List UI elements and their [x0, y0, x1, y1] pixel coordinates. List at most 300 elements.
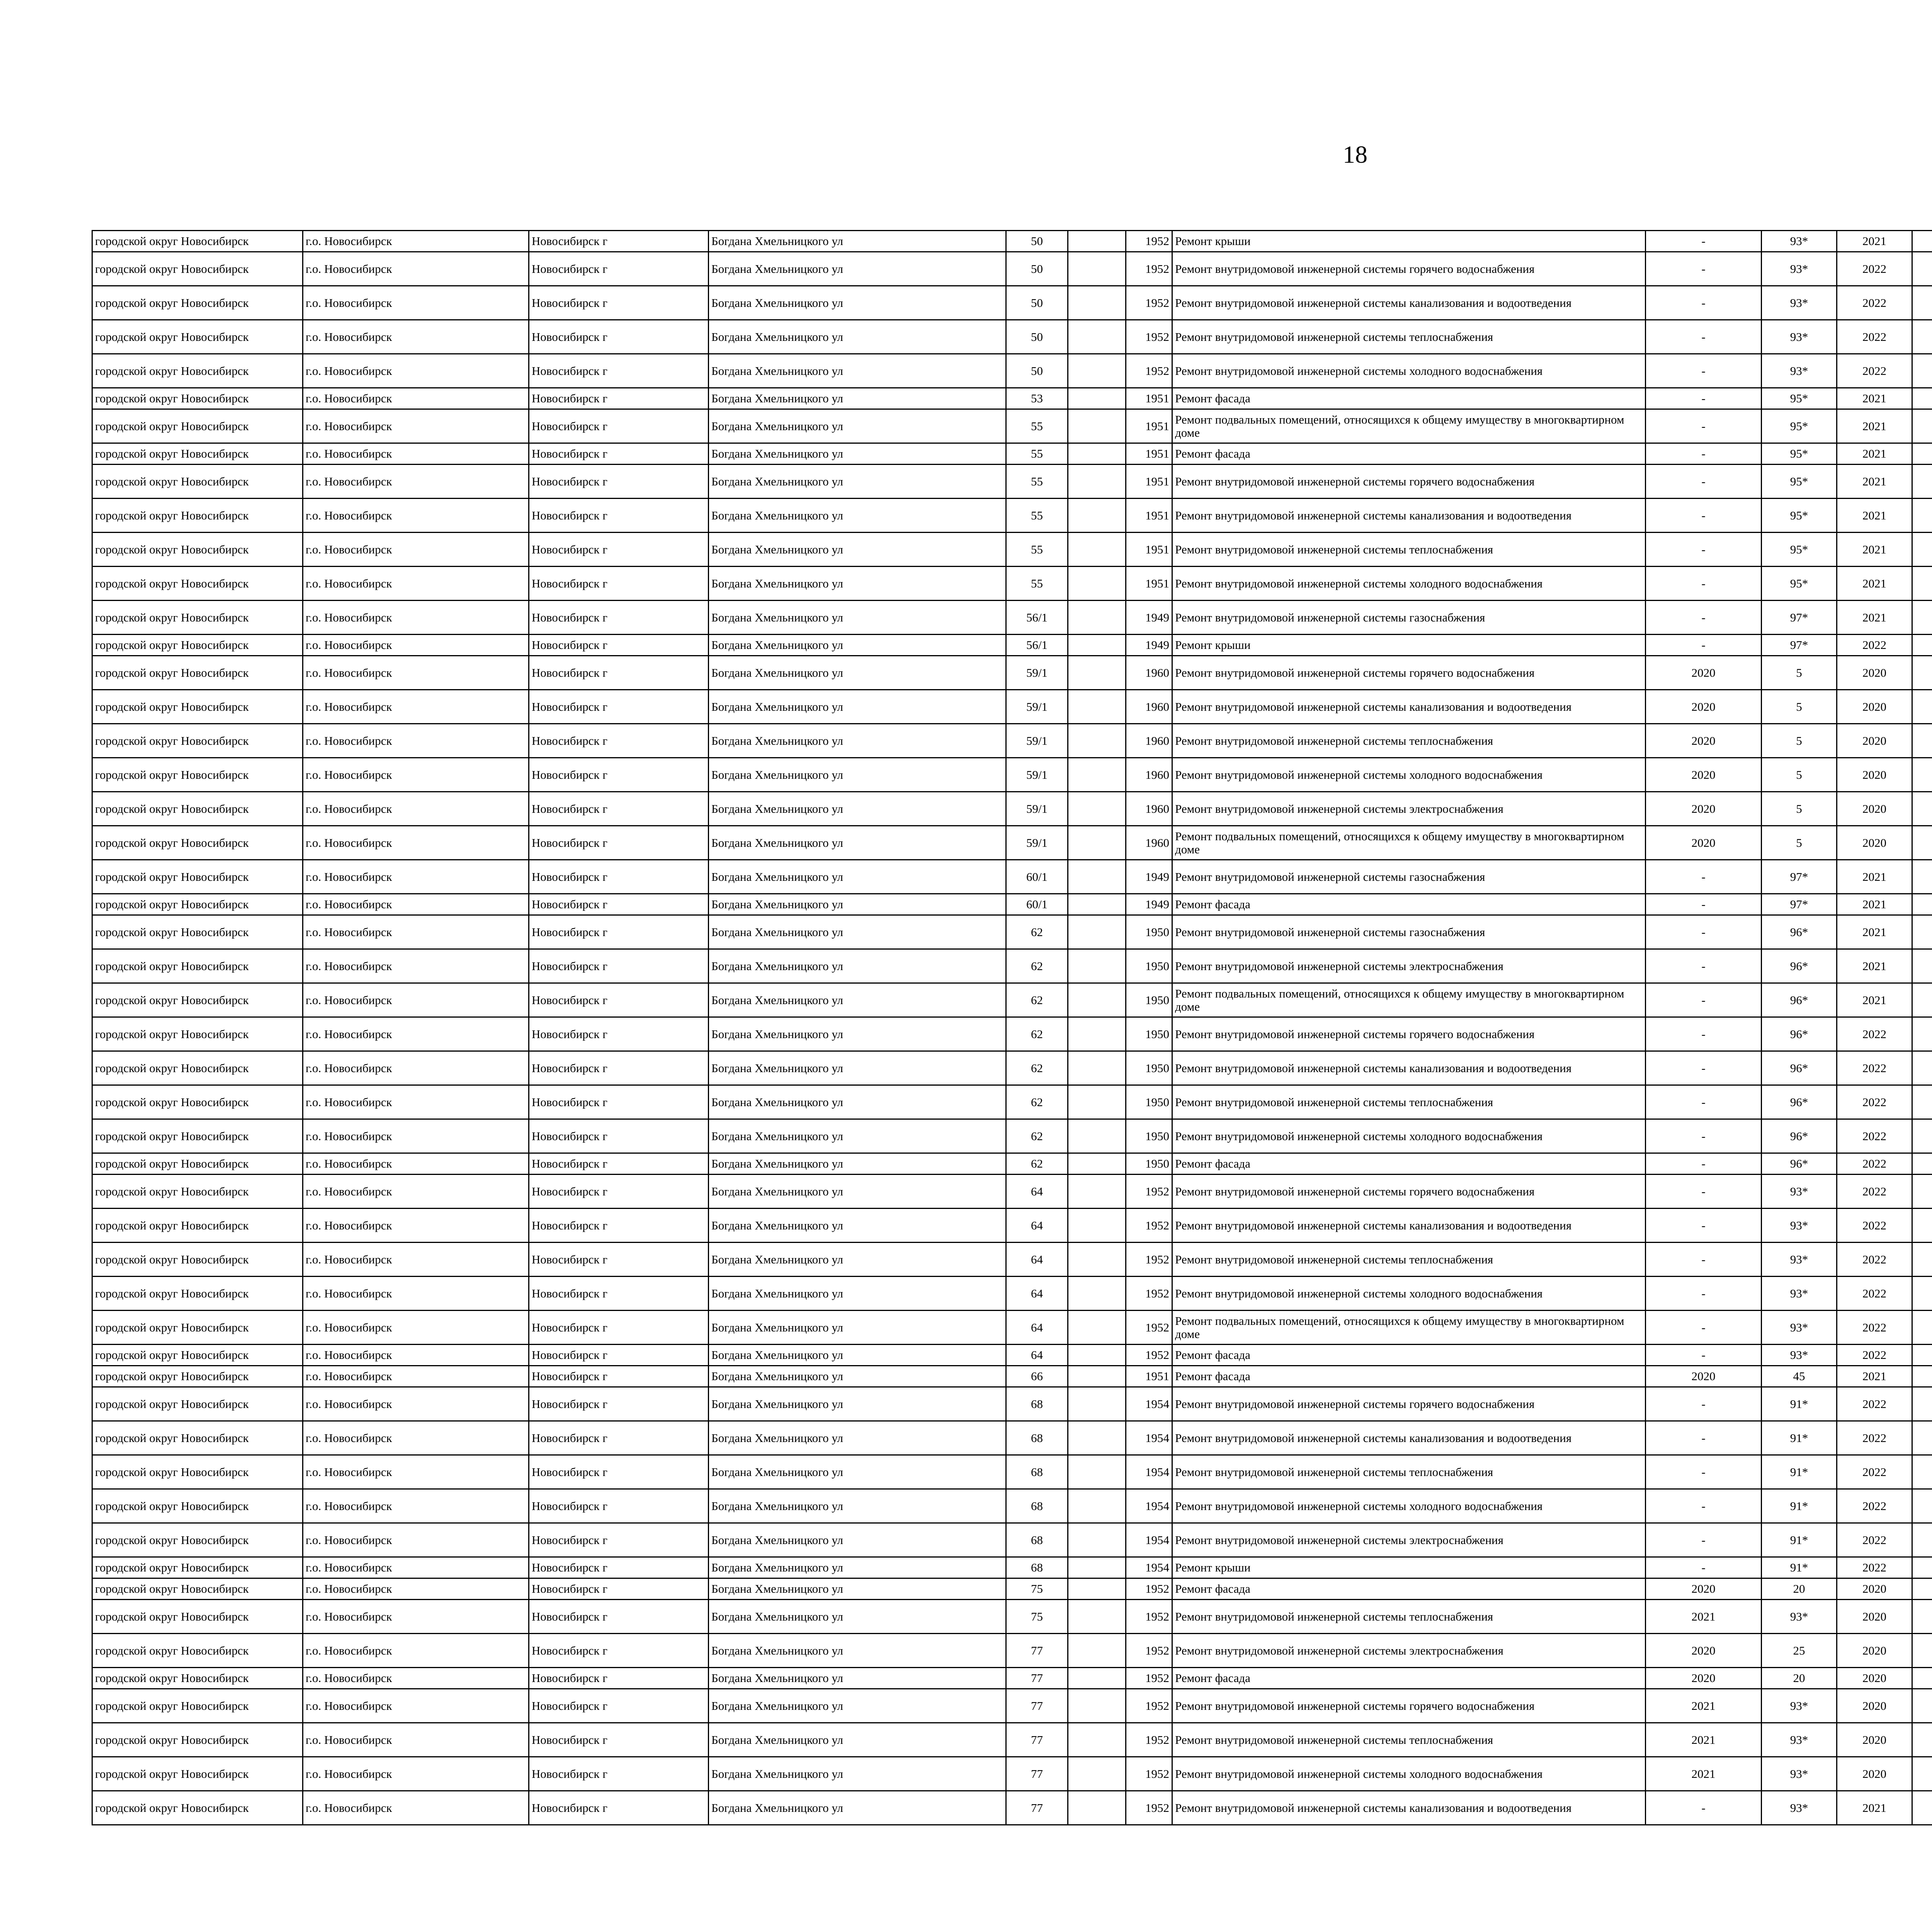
cell-end-year [1912, 567, 1932, 601]
cell-end-year [1912, 1757, 1932, 1791]
cell-start-year: 2022 [1837, 1387, 1912, 1421]
table-row [92, 1119, 1932, 1153]
cell-street: Богдана Хмельницкого ул [709, 1277, 1006, 1311]
cell-building-letter [1068, 1311, 1126, 1345]
cell-start-year: 2020 [1837, 1723, 1912, 1757]
cell-okrug: городской округ Новосибирск [92, 724, 303, 758]
cell-city: Новосибирск г [529, 1085, 709, 1119]
cell-street: Богдана Хмельницкого ул [709, 758, 1006, 792]
cell-house-number: 77 [1006, 1723, 1068, 1757]
cell-house-number: 68 [1006, 1557, 1068, 1578]
cell-municipality: г.о. Новосибирск [303, 443, 529, 465]
cell-okrug: городской округ Новосибирск [92, 567, 303, 601]
cell-municipality: г.о. Новосибирск [303, 1791, 529, 1825]
cell-house-number: 64 [1006, 1311, 1068, 1345]
cell-end-year [1912, 1243, 1932, 1277]
cell-start-year: 2022 [1837, 1051, 1912, 1085]
cell-work-type: Ремонт внутридомовой инженерной системы холодного водоснабжения [1172, 1757, 1646, 1791]
cell-work-type: Ремонт внутридомовой инженерной системы теплоснабжения [1172, 320, 1646, 354]
table-row [92, 758, 1932, 792]
cell-municipality: г.о. Новосибирск [303, 409, 529, 443]
cell-work-type: Ремонт внутридомовой инженерной системы электроснабжения [1172, 949, 1646, 983]
cell-end-year [1912, 1387, 1932, 1421]
cell-house-number: 62 [1006, 915, 1068, 949]
cell-municipality: г.о. Новосибирск [303, 1600, 529, 1634]
cell-build-year: 1960 [1126, 656, 1172, 690]
cell-build-year: 1950 [1126, 1017, 1172, 1051]
cell-municipality: г.о. Новосибирск [303, 1557, 529, 1578]
cell-house-number: 50 [1006, 320, 1068, 354]
cell-building-letter [1068, 1668, 1126, 1689]
cell-municipality: г.о. Новосибирск [303, 354, 529, 388]
cell-build-year: 1951 [1126, 1366, 1172, 1387]
cell-city: Новосибирск г [529, 1119, 709, 1153]
cell-build-year: 1952 [1126, 1209, 1172, 1243]
cell-work-type: Ремонт внутридомовой инженерной системы газоснабжения [1172, 860, 1646, 894]
cell-street: Богдана Хмельницкого ул [709, 1243, 1006, 1277]
cell-start-year: 2020 [1837, 724, 1912, 758]
cell-house-number: 64 [1006, 1209, 1068, 1243]
cell-building-letter [1068, 1017, 1126, 1051]
cell-work-type: Ремонт внутридомовой инженерной системы горячего водоснабжения [1172, 252, 1646, 286]
cell-start-year: 2020 [1837, 1634, 1912, 1668]
cell-work-type: Ремонт крыши [1172, 635, 1646, 656]
cell-start-year: 2021 [1837, 533, 1912, 567]
cell-build-year: 1950 [1126, 949, 1172, 983]
cell-start-year: 2022 [1837, 354, 1912, 388]
cell-build-year: 1949 [1126, 635, 1172, 656]
cell-last-repair-year: 2020 [1646, 1634, 1762, 1668]
cell-okrug: городской округ Новосибирск [92, 1345, 303, 1366]
cell-building-letter [1068, 915, 1126, 949]
cell-building-letter [1068, 1209, 1126, 1243]
cell-city: Новосибирск г [529, 1311, 709, 1345]
cell-house-number: 66 [1006, 1366, 1068, 1387]
cell-city: Новосибирск г [529, 1578, 709, 1600]
cell-municipality: г.о. Новосибирск [303, 1345, 529, 1366]
cell-okrug: городской округ Новосибирск [92, 1387, 303, 1421]
cell-house-number: 50 [1006, 252, 1068, 286]
cell-street: Богдана Хмельницкого ул [709, 286, 1006, 320]
cell-wear: 20 [1762, 1668, 1837, 1689]
cell-municipality: г.о. Новосибирск [303, 1366, 529, 1387]
cell-start-year: 2022 [1837, 1557, 1912, 1578]
cell-building-letter [1068, 1243, 1126, 1277]
cell-build-year: 1952 [1126, 1175, 1172, 1209]
cell-okrug: городской округ Новосибирск [92, 354, 303, 388]
cell-wear: 5 [1762, 826, 1837, 860]
cell-wear: 97* [1762, 635, 1837, 656]
cell-last-repair-year: - [1646, 1209, 1762, 1243]
table-row [92, 320, 1932, 354]
cell-work-type: Ремонт фасада [1172, 894, 1646, 915]
cell-building-letter [1068, 894, 1126, 915]
cell-build-year: 1960 [1126, 690, 1172, 724]
cell-wear: 93* [1762, 231, 1837, 252]
cell-city: Новосибирск г [529, 983, 709, 1017]
cell-wear: 93* [1762, 252, 1837, 286]
cell-building-letter [1068, 1153, 1126, 1175]
cell-street: Богдана Хмельницкого ул [709, 1557, 1006, 1578]
cell-building-letter [1068, 635, 1126, 656]
cell-build-year: 1951 [1126, 388, 1172, 409]
cell-wear: 93* [1762, 1175, 1837, 1209]
cell-work-type: Ремонт внутридомовой инженерной системы электроснабжения [1172, 792, 1646, 826]
cell-last-repair-year: - [1646, 949, 1762, 983]
table-row [92, 1489, 1932, 1523]
cell-wear: 91* [1762, 1489, 1837, 1523]
cell-wear: 96* [1762, 1119, 1837, 1153]
cell-street: Богдана Хмельницкого ул [709, 1085, 1006, 1119]
cell-city: Новосибирск г [529, 1634, 709, 1668]
table-row [92, 860, 1932, 894]
cell-last-repair-year: - [1646, 465, 1762, 499]
table-row [92, 1153, 1932, 1175]
cell-okrug: городской округ Новосибирск [92, 1153, 303, 1175]
cell-okrug: городской округ Новосибирск [92, 1051, 303, 1085]
cell-house-number: 59/1 [1006, 690, 1068, 724]
cell-build-year: 1954 [1126, 1557, 1172, 1578]
cell-city: Новосибирск г [529, 533, 709, 567]
cell-end-year [1912, 1421, 1932, 1455]
cell-house-number: 59/1 [1006, 826, 1068, 860]
cell-building-letter [1068, 1387, 1126, 1421]
cell-start-year: 2020 [1837, 1600, 1912, 1634]
cell-city: Новосибирск г [529, 1523, 709, 1557]
cell-municipality: г.о. Новосибирск [303, 1277, 529, 1311]
cell-wear: 95* [1762, 388, 1837, 409]
cell-work-type: Ремонт внутридомовой инженерной системы канализования и водоотведения [1172, 1051, 1646, 1085]
cell-house-number: 62 [1006, 949, 1068, 983]
cell-okrug: городской округ Новосибирск [92, 1600, 303, 1634]
cell-build-year: 1952 [1126, 354, 1172, 388]
table-row [92, 724, 1932, 758]
cell-street: Богдана Хмельницкого ул [709, 1387, 1006, 1421]
cell-end-year [1912, 983, 1932, 1017]
cell-start-year: 2022 [1837, 252, 1912, 286]
cell-work-type: Ремонт фасада [1172, 388, 1646, 409]
table-row [92, 1421, 1932, 1455]
cell-wear: 95* [1762, 465, 1837, 499]
cell-city: Новосибирск г [529, 1791, 709, 1825]
cell-wear: 93* [1762, 1345, 1837, 1366]
cell-house-number: 56/1 [1006, 635, 1068, 656]
cell-street: Богдана Хмельницкого ул [709, 443, 1006, 465]
cell-street: Богдана Хмельницкого ул [709, 860, 1006, 894]
table-row [92, 1455, 1932, 1489]
cell-city: Новосибирск г [529, 1455, 709, 1489]
cell-house-number: 77 [1006, 1634, 1068, 1668]
cell-wear: 93* [1762, 1311, 1837, 1345]
cell-street: Богдана Хмельницкого ул [709, 1119, 1006, 1153]
cell-start-year: 2022 [1837, 1085, 1912, 1119]
cell-house-number: 68 [1006, 1421, 1068, 1455]
cell-city: Новосибирск г [529, 499, 709, 533]
table-row [92, 1791, 1932, 1825]
cell-work-type: Ремонт подвальных помещений, относящихся к общему имуществу в многоквартирном доме [1172, 409, 1646, 443]
cell-end-year [1912, 1175, 1932, 1209]
cell-wear: 93* [1762, 1600, 1837, 1634]
cell-start-year: 2020 [1837, 1578, 1912, 1600]
cell-municipality: г.о. Новосибирск [303, 724, 529, 758]
cell-municipality: г.о. Новосибирск [303, 1175, 529, 1209]
table-row [92, 252, 1932, 286]
cell-last-repair-year: - [1646, 1523, 1762, 1557]
cell-city: Новосибирск г [529, 409, 709, 443]
cell-street: Богдана Хмельницкого ул [709, 567, 1006, 601]
cell-building-letter [1068, 860, 1126, 894]
cell-okrug: городской округ Новосибирск [92, 231, 303, 252]
cell-work-type: Ремонт внутридомовой инженерной системы канализования и водоотведения [1172, 286, 1646, 320]
cell-city: Новосибирск г [529, 1387, 709, 1421]
table-row [92, 1051, 1932, 1085]
cell-building-letter [1068, 983, 1126, 1017]
cell-work-type: Ремонт внутридомовой инженерной системы теплоснабжения [1172, 1723, 1646, 1757]
cell-okrug: городской округ Новосибирск [92, 320, 303, 354]
cell-wear: 96* [1762, 1085, 1837, 1119]
cell-okrug: городской округ Новосибирск [92, 1085, 303, 1119]
table-row [92, 409, 1932, 443]
cell-build-year: 1950 [1126, 1153, 1172, 1175]
cell-last-repair-year: 2020 [1646, 690, 1762, 724]
cell-house-number: 64 [1006, 1277, 1068, 1311]
cell-street: Богдана Хмельницкого ул [709, 1421, 1006, 1455]
cell-last-repair-year: - [1646, 1243, 1762, 1277]
cell-build-year: 1960 [1126, 724, 1172, 758]
cell-start-year: 2022 [1837, 320, 1912, 354]
table-row [92, 1634, 1932, 1668]
cell-start-year: 2021 [1837, 1791, 1912, 1825]
cell-city: Новосибирск г [529, 1421, 709, 1455]
cell-last-repair-year: - [1646, 1455, 1762, 1489]
cell-municipality: г.о. Новосибирск [303, 1085, 529, 1119]
table-row [92, 1085, 1932, 1119]
cell-work-type: Ремонт внутридомовой инженерной системы теплоснабжения [1172, 1600, 1646, 1634]
cell-end-year [1912, 1723, 1932, 1757]
cell-okrug: городской округ Новосибирск [92, 656, 303, 690]
cell-street: Богдана Хмельницкого ул [709, 320, 1006, 354]
cell-build-year: 1949 [1126, 860, 1172, 894]
cell-last-repair-year: - [1646, 1311, 1762, 1345]
cell-municipality: г.о. Новосибирск [303, 567, 529, 601]
cell-house-number: 68 [1006, 1489, 1068, 1523]
cell-building-letter [1068, 388, 1126, 409]
cell-end-year [1912, 1455, 1932, 1489]
cell-okrug: городской округ Новосибирск [92, 1311, 303, 1345]
cell-start-year: 2020 [1837, 792, 1912, 826]
cell-build-year: 1960 [1126, 826, 1172, 860]
cell-start-year: 2021 [1837, 894, 1912, 915]
cell-build-year: 1949 [1126, 601, 1172, 635]
cell-start-year: 2021 [1837, 443, 1912, 465]
cell-start-year: 2021 [1837, 567, 1912, 601]
cell-last-repair-year: 2020 [1646, 1366, 1762, 1387]
cell-end-year [1912, 1600, 1932, 1634]
cell-building-letter [1068, 1523, 1126, 1557]
cell-wear: 93* [1762, 1689, 1837, 1723]
cell-work-type: Ремонт подвальных помещений, относящихся к общему имуществу в многоквартирном доме [1172, 1311, 1646, 1345]
cell-last-repair-year: - [1646, 1153, 1762, 1175]
cell-end-year [1912, 1578, 1932, 1600]
cell-wear: 96* [1762, 949, 1837, 983]
cell-build-year: 1954 [1126, 1523, 1172, 1557]
cell-build-year: 1952 [1126, 1243, 1172, 1277]
cell-city: Новосибирск г [529, 758, 709, 792]
cell-last-repair-year: - [1646, 1051, 1762, 1085]
cell-municipality: г.о. Новосибирск [303, 1489, 529, 1523]
cell-work-type: Ремонт внутридомовой инженерной системы канализования и водоотведения [1172, 1421, 1646, 1455]
cell-work-type: Ремонт фасада [1172, 1578, 1646, 1600]
table-row [92, 1175, 1932, 1209]
cell-house-number: 77 [1006, 1757, 1068, 1791]
cell-municipality: г.о. Новосибирск [303, 949, 529, 983]
cell-build-year: 1954 [1126, 1421, 1172, 1455]
cell-build-year: 1960 [1126, 758, 1172, 792]
table-row [92, 1523, 1932, 1557]
cell-municipality: г.о. Новосибирск [303, 252, 529, 286]
cell-work-type: Ремонт внутридомовой инженерной системы холодного водоснабжения [1172, 1277, 1646, 1311]
cell-work-type: Ремонт внутридомовой инженерной системы горячего водоснабжения [1172, 656, 1646, 690]
cell-last-repair-year: - [1646, 533, 1762, 567]
cell-wear: 93* [1762, 286, 1837, 320]
cell-building-letter [1068, 1634, 1126, 1668]
table-row [92, 792, 1932, 826]
cell-street: Богдана Хмельницкого ул [709, 949, 1006, 983]
cell-work-type: Ремонт фасада [1172, 1153, 1646, 1175]
cell-building-letter [1068, 724, 1126, 758]
cell-house-number: 53 [1006, 388, 1068, 409]
cell-municipality: г.о. Новосибирск [303, 656, 529, 690]
cell-last-repair-year: 2020 [1646, 656, 1762, 690]
cell-end-year [1912, 1689, 1932, 1723]
cell-street: Богдана Хмельницкого ул [709, 983, 1006, 1017]
cell-build-year: 1949 [1126, 894, 1172, 915]
cell-last-repair-year: - [1646, 252, 1762, 286]
cell-street: Богдана Хмельницкого ул [709, 1455, 1006, 1489]
cell-building-letter [1068, 792, 1126, 826]
table-row [92, 1668, 1932, 1689]
cell-work-type: Ремонт крыши [1172, 1557, 1646, 1578]
cell-build-year: 1950 [1126, 915, 1172, 949]
cell-building-letter [1068, 1757, 1126, 1791]
cell-city: Новосибирск г [529, 1209, 709, 1243]
cell-end-year [1912, 656, 1932, 690]
cell-wear: 45 [1762, 1366, 1837, 1387]
cell-work-type: Ремонт крыши [1172, 231, 1646, 252]
cell-build-year: 1952 [1126, 286, 1172, 320]
cell-street: Богдана Хмельницкого ул [709, 690, 1006, 724]
cell-okrug: городской округ Новосибирск [92, 1119, 303, 1153]
cell-building-letter [1068, 1689, 1126, 1723]
cell-work-type: Ремонт внутридомовой инженерной системы холодного водоснабжения [1172, 354, 1646, 388]
cell-start-year: 2022 [1837, 1017, 1912, 1051]
table-row [92, 1243, 1932, 1277]
cell-house-number: 55 [1006, 499, 1068, 533]
cell-city: Новосибирск г [529, 231, 709, 252]
cell-street: Богдана Хмельницкого ул [709, 894, 1006, 915]
table-row [92, 1366, 1932, 1387]
cell-house-number: 56/1 [1006, 601, 1068, 635]
cell-okrug: городской округ Новосибирск [92, 409, 303, 443]
cell-last-repair-year: - [1646, 915, 1762, 949]
cell-okrug: городской округ Новосибирск [92, 1634, 303, 1668]
cell-work-type: Ремонт внутридомовой инженерной системы горячего водоснабжения [1172, 1387, 1646, 1421]
table-row [92, 1600, 1932, 1634]
cell-start-year: 2021 [1837, 601, 1912, 635]
cell-build-year: 1951 [1126, 567, 1172, 601]
cell-municipality: г.о. Новосибирск [303, 1523, 529, 1557]
cell-street: Богдана Хмельницкого ул [709, 1668, 1006, 1689]
cell-last-repair-year: - [1646, 894, 1762, 915]
cell-municipality: г.о. Новосибирск [303, 1668, 529, 1689]
cell-start-year: 2021 [1837, 949, 1912, 983]
cell-end-year [1912, 1311, 1932, 1345]
cell-wear: 93* [1762, 1757, 1837, 1791]
cell-end-year [1912, 1277, 1932, 1311]
cell-municipality: г.о. Новосибирск [303, 1243, 529, 1277]
cell-work-type: Ремонт подвальных помещений, относящихся к общему имуществу в многоквартирном доме [1172, 826, 1646, 860]
table-row [92, 231, 1932, 252]
cell-build-year: 1950 [1126, 1119, 1172, 1153]
table-row [92, 635, 1932, 656]
cell-municipality: г.о. Новосибирск [303, 894, 529, 915]
cell-street: Богдана Хмельницкого ул [709, 1600, 1006, 1634]
cell-start-year: 2022 [1837, 1345, 1912, 1366]
cell-last-repair-year: 2021 [1646, 1757, 1762, 1791]
cell-work-type: Ремонт внутридомовой инженерной системы газоснабжения [1172, 915, 1646, 949]
cell-okrug: городской округ Новосибирск [92, 1277, 303, 1311]
cell-street: Богдана Хмельницкого ул [709, 1791, 1006, 1825]
cell-work-type: Ремонт внутридомовой инженерной системы теплоснабжения [1172, 1085, 1646, 1119]
cell-last-repair-year: 2020 [1646, 792, 1762, 826]
table-row [92, 1017, 1932, 1051]
cell-okrug: городской округ Новосибирск [92, 443, 303, 465]
cell-building-letter [1068, 1455, 1126, 1489]
cell-start-year: 2021 [1837, 409, 1912, 443]
cell-end-year [1912, 860, 1932, 894]
cell-city: Новосибирск г [529, 1243, 709, 1277]
table-row [92, 894, 1932, 915]
cell-last-repair-year: - [1646, 443, 1762, 465]
table-row [92, 354, 1932, 388]
cell-street: Богдана Хмельницкого ул [709, 1634, 1006, 1668]
cell-last-repair-year: - [1646, 1387, 1762, 1421]
cell-okrug: городской округ Новосибирск [92, 286, 303, 320]
cell-building-letter [1068, 758, 1126, 792]
cell-city: Новосибирск г [529, 1757, 709, 1791]
cell-build-year: 1952 [1126, 1757, 1172, 1791]
table-row [92, 1689, 1932, 1723]
cell-end-year [1912, 690, 1932, 724]
cell-house-number: 55 [1006, 465, 1068, 499]
cell-okrug: городской округ Новосибирск [92, 1366, 303, 1387]
cell-last-repair-year: 2020 [1646, 758, 1762, 792]
cell-city: Новосибирск г [529, 826, 709, 860]
table-row [92, 915, 1932, 949]
cell-end-year [1912, 1209, 1932, 1243]
cell-house-number: 50 [1006, 354, 1068, 388]
table-row [92, 1557, 1932, 1578]
cell-last-repair-year: - [1646, 1421, 1762, 1455]
cell-build-year: 1951 [1126, 533, 1172, 567]
cell-start-year: 2021 [1837, 231, 1912, 252]
cell-start-year: 2021 [1837, 1366, 1912, 1387]
cell-wear: 91* [1762, 1557, 1837, 1578]
cell-city: Новосибирск г [529, 1017, 709, 1051]
cell-house-number: 55 [1006, 567, 1068, 601]
cell-last-repair-year: 2020 [1646, 826, 1762, 860]
cell-house-number: 59/1 [1006, 758, 1068, 792]
